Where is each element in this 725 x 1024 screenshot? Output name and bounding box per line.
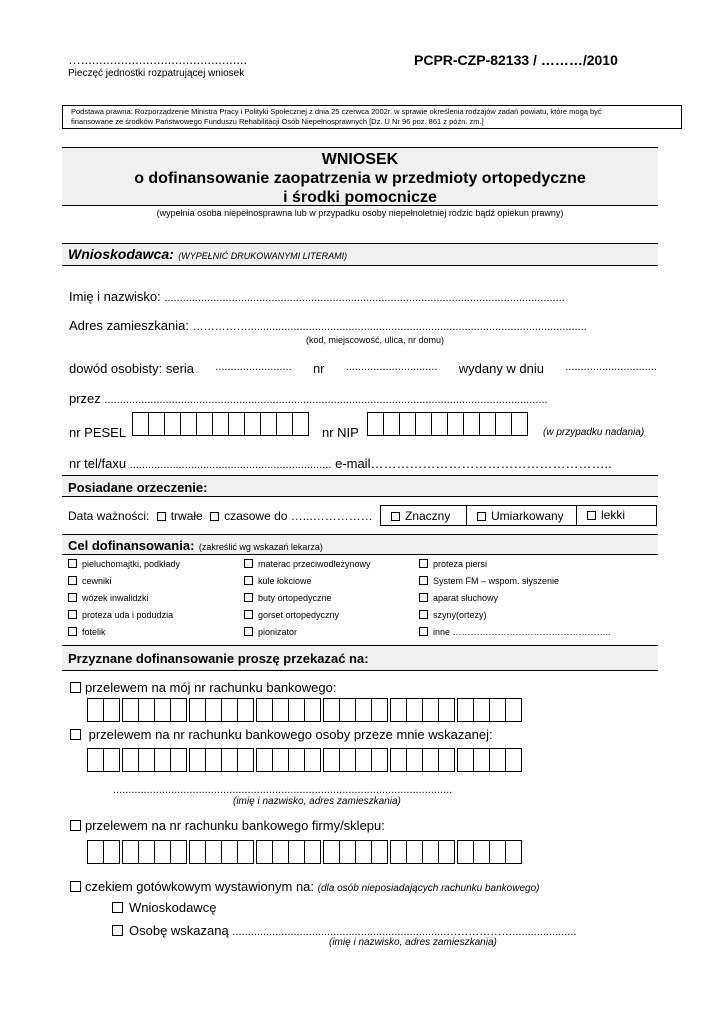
checkbox-icon[interactable]	[70, 729, 81, 740]
nip-cell[interactable]	[415, 412, 432, 436]
phone-field[interactable]: ..................................................................	[129, 459, 332, 471]
pesel-cell[interactable]	[244, 412, 261, 436]
own-account-grid[interactable]	[87, 698, 524, 722]
account-cell[interactable]	[103, 840, 120, 864]
account-cell[interactable]	[87, 840, 104, 864]
title-note: (wypełnia osoba niepełnosprawna lub w przypadku osoby niepełnoletniej rodzic bądź opiekun prawny)	[156, 208, 564, 218]
checkbox-icon[interactable]	[244, 593, 253, 602]
checkbox-icon[interactable]	[419, 576, 428, 585]
temporary-label: czasowe do	[224, 509, 288, 523]
page-title-line2: o dofinansowanie zaopatrzenia w przedmioty ortopedyczne	[134, 170, 586, 187]
id-issued-field[interactable]: ..............................	[565, 361, 657, 373]
temporary-option[interactable]	[210, 509, 287, 523]
account-cell[interactable]	[457, 698, 474, 722]
account-cell[interactable]	[288, 748, 305, 772]
purpose-label: System FM – wspom. słyszenie	[433, 576, 560, 586]
account-cell[interactable]	[256, 840, 273, 864]
company-account-label: przelewem na nr rachunku bankowego firmy/sklepu:	[85, 818, 385, 833]
purpose-option[interactable]	[68, 610, 173, 620]
nip-cell[interactable]	[447, 412, 464, 436]
checkbox-icon[interactable]	[419, 559, 428, 568]
account-cell[interactable]	[138, 698, 155, 722]
checkbox-icon[interactable]	[244, 559, 253, 568]
account-cell[interactable]	[205, 748, 222, 772]
account-cell[interactable]	[457, 748, 474, 772]
certificate-heading: Posiadane orzeczenie:	[68, 480, 208, 495]
purpose-label: cewniki	[82, 576, 112, 586]
nip-cell[interactable]	[383, 412, 400, 436]
legal-basis-line1: Podstawa prawna: Rozporządzenie Ministra Pracy i Polityki Społecznej z dnia 25 czerwca 2002r. w sprawie określenia rodzajów zadań powiatu, które mogą być	[71, 107, 602, 116]
account-cell[interactable]	[237, 748, 254, 772]
company-account-option[interactable]	[70, 818, 385, 833]
cheque-other-field[interactable]: ......................................................................……………….....................	[232, 926, 577, 938]
account-cell[interactable]	[406, 840, 423, 864]
account-cell[interactable]	[154, 840, 171, 864]
account-cell[interactable]	[272, 748, 289, 772]
purpose-label: pieluchomajtki, podkłady	[82, 559, 181, 569]
checkbox-icon[interactable]	[68, 627, 77, 636]
page-title: WNIOSEK	[321, 151, 399, 168]
case-number: PCPR-CZP-82133 / ………/2010	[414, 52, 618, 68]
pesel-cell[interactable]	[164, 412, 181, 436]
indicated-person-field[interactable]: ...............................................................................................................	[113, 784, 453, 796]
stamp-dots: …..............................................	[68, 52, 248, 67]
account-cell[interactable]	[154, 698, 171, 722]
purpose-label: proteza uda i podudzia	[82, 610, 174, 620]
account-cell[interactable]	[304, 698, 321, 722]
checkbox-icon[interactable]	[419, 610, 428, 619]
indicated-person-hint: (imię i nazwisko, adres zamieszkania)	[233, 796, 401, 807]
account-cell[interactable]	[87, 748, 104, 772]
permanent-option[interactable]	[157, 509, 203, 523]
indicated-account-grid[interactable]	[87, 748, 524, 772]
nip-label: nr NIP	[322, 425, 359, 440]
pesel-cell[interactable]	[212, 412, 229, 436]
purpose-label: aparat słuchowy	[433, 593, 499, 603]
account-cell[interactable]	[205, 698, 222, 722]
account-cell[interactable]	[422, 698, 439, 722]
purpose-heading: Cel dofinansowania:	[68, 538, 195, 553]
cheque-note: (dla osób nieposiadających rachunku bankowego)	[317, 883, 540, 894]
applicant-heading-band	[62, 243, 658, 266]
account-cell[interactable]	[489, 698, 506, 722]
checkbox-icon[interactable]	[70, 881, 81, 892]
purpose-label: materac przeciwodleżynowy	[258, 559, 371, 569]
purpose-option[interactable]	[68, 593, 149, 603]
id-row	[69, 361, 657, 376]
degree-significant-label: Znaczny	[405, 509, 451, 523]
own-account-option[interactable]	[70, 680, 336, 695]
pesel-cell[interactable]	[292, 412, 309, 436]
cheque-applicant-option[interactable]	[112, 900, 216, 915]
applicant-heading-note: (WYPEŁNIĆ DRUKOWANYMI LITERAMI)	[178, 251, 348, 261]
name-label: Imię i nazwisko:	[69, 289, 161, 304]
purpose-option[interactable]	[244, 610, 339, 620]
purpose-heading-note: (zakreślić wg wskazań lekarza)	[198, 542, 323, 552]
pesel-cell[interactable]	[148, 412, 165, 436]
account-cell[interactable]	[473, 748, 490, 772]
account-cell[interactable]	[122, 748, 139, 772]
purpose-option[interactable]	[244, 559, 371, 569]
account-cell[interactable]	[205, 840, 222, 864]
nip-cell[interactable]	[495, 412, 512, 436]
checkbox-icon[interactable]	[68, 576, 77, 585]
account-cell[interactable]	[390, 840, 407, 864]
account-cell[interactable]	[304, 748, 321, 772]
account-cell[interactable]	[489, 748, 506, 772]
email-label: e-mail	[335, 456, 371, 471]
account-cell[interactable]	[406, 698, 423, 722]
pesel-cell[interactable]	[228, 412, 245, 436]
purpose-heading-band	[62, 534, 658, 555]
company-account-grid[interactable]	[87, 840, 524, 864]
certificate-heading-band	[62, 475, 658, 497]
checkbox-icon[interactable]	[419, 627, 428, 636]
purpose-option[interactable]	[68, 559, 180, 569]
account-cell[interactable]	[473, 840, 490, 864]
account-cell[interactable]	[304, 840, 321, 864]
purpose-label: szyny(ortezy)	[433, 610, 487, 620]
purpose-option[interactable]	[244, 576, 312, 586]
purpose-label: buty ortopedyczne	[258, 593, 332, 603]
checkbox-icon[interactable]	[244, 627, 253, 636]
applicant-heading: Wnioskodawca:	[68, 246, 174, 262]
purpose-option[interactable]	[244, 593, 332, 603]
account-cell[interactable]	[339, 698, 356, 722]
id-label: dowód osobisty: seria	[69, 361, 195, 376]
account-cell[interactable]	[371, 698, 388, 722]
address-row[interactable]	[69, 318, 587, 333]
nip-cell[interactable]	[431, 412, 448, 436]
checkbox-icon[interactable]	[68, 593, 77, 602]
account-cell[interactable]	[489, 840, 506, 864]
account-cell[interactable]	[422, 748, 439, 772]
address-field[interactable]: ……………...............................................................................................................	[192, 321, 587, 333]
account-cell[interactable]	[189, 840, 206, 864]
purpose-label: proteza piersi	[433, 559, 488, 569]
checkbox-icon[interactable]	[68, 610, 77, 619]
account-cell[interactable]	[505, 698, 522, 722]
account-cell[interactable]	[170, 840, 187, 864]
degree-significant-option[interactable]	[381, 506, 467, 525]
transfer-heading-band	[62, 645, 658, 671]
pesel-cell[interactable]	[260, 412, 277, 436]
account-cell[interactable]	[138, 840, 155, 864]
account-cell[interactable]	[355, 698, 372, 722]
degree-moderate-label: Umiarkowany	[491, 509, 564, 523]
account-cell[interactable]	[221, 840, 238, 864]
degree-box	[380, 505, 657, 526]
checkbox-icon[interactable]	[210, 512, 219, 521]
stamp-label: Pieczęć jednostki rozpatrującej wniosek	[68, 68, 245, 79]
account-cell[interactable]	[288, 698, 305, 722]
pesel-cell[interactable]	[196, 412, 213, 436]
account-cell[interactable]	[87, 698, 104, 722]
purpose-option[interactable]	[68, 627, 106, 637]
indicated-account-option[interactable]	[70, 727, 493, 742]
cheque-label: czekiem gotówkowym wystawionym na:	[85, 879, 315, 894]
account-cell[interactable]	[288, 840, 305, 864]
account-cell[interactable]	[339, 748, 356, 772]
name-field[interactable]: ...................................................................................................................................	[164, 292, 565, 304]
own-account-label: przelewem na mój nr rachunku bankowego:	[85, 680, 337, 695]
legal-basis-line2: finansowane ze środków Państwowego Funduszu Rehabilitacji Osób Niepełnosprawnych [Dz. U Nr 96 poz. 861 z późn. zm.]	[71, 117, 484, 126]
account-cell[interactable]	[237, 698, 254, 722]
purpose-label: fotelik	[82, 627, 106, 637]
account-cell[interactable]	[339, 840, 356, 864]
indicated-account-label: przelewem na nr rachunku bankowego osoby przeze mnie wskazanej:	[88, 727, 493, 742]
nip-note: (w przypadku nadania)	[543, 427, 645, 438]
account-cell[interactable]	[438, 748, 455, 772]
purpose-option[interactable]	[419, 559, 487, 569]
account-cell[interactable]	[221, 698, 238, 722]
purpose-option[interactable]	[419, 576, 559, 586]
checkbox-icon[interactable]	[157, 512, 166, 521]
transfer-heading: Przyznane dofinansowanie proszę przekazać na:	[68, 651, 369, 666]
checkbox-icon[interactable]	[587, 511, 596, 520]
purpose-label: gorset ortopedyczny	[258, 610, 340, 620]
checkbox-icon[interactable]	[70, 682, 81, 693]
temporary-date-field[interactable]: …...……………	[290, 509, 373, 523]
account-cell[interactable]	[323, 840, 340, 864]
account-cell[interactable]	[221, 748, 238, 772]
account-cell[interactable]	[438, 840, 455, 864]
permanent-label: trwałe	[170, 509, 203, 523]
nip-cell[interactable]	[367, 412, 384, 436]
account-cell[interactable]	[272, 698, 289, 722]
account-cell[interactable]	[122, 840, 139, 864]
issuer-field[interactable]: .................................................................................................................................................	[104, 394, 548, 406]
address-hint: (kod, miejscowość, ulica, nr domu)	[306, 335, 445, 345]
account-cell[interactable]	[103, 748, 120, 772]
title-band	[62, 147, 658, 206]
cheque-applicant-label: Wnioskodawcę	[129, 900, 217, 915]
account-cell[interactable]	[189, 748, 206, 772]
account-cell[interactable]	[170, 748, 187, 772]
checkbox-icon[interactable]	[419, 593, 428, 602]
purpose-option[interactable]	[68, 576, 112, 586]
purpose-option[interactable]	[419, 627, 611, 637]
validity-label: Data ważności:	[68, 509, 150, 523]
account-cell[interactable]	[189, 698, 206, 722]
account-cell[interactable]	[256, 748, 273, 772]
checkbox-icon[interactable]	[477, 512, 486, 521]
nip-grid[interactable]	[367, 412, 527, 436]
id-nr-label: nr	[312, 361, 325, 376]
purpose-label: pionizator	[258, 627, 298, 637]
purpose-label: inne ……………………………………………..	[433, 627, 611, 637]
account-cell[interactable]	[256, 698, 273, 722]
account-cell[interactable]	[355, 748, 372, 772]
contact-row	[69, 456, 612, 471]
account-cell[interactable]	[371, 840, 388, 864]
account-cell[interactable]	[122, 698, 139, 722]
account-cell[interactable]	[371, 748, 388, 772]
account-cell[interactable]	[170, 698, 187, 722]
account-cell[interactable]	[272, 840, 289, 864]
address-label: Adres zamieszkania:	[69, 318, 189, 333]
account-cell[interactable]	[138, 748, 155, 772]
account-cell[interactable]	[103, 698, 120, 722]
purpose-label: wózek inwalidzki	[82, 593, 149, 603]
cheque-option[interactable]	[70, 879, 539, 894]
pesel-cell[interactable]	[276, 412, 293, 436]
checkbox-icon[interactable]	[70, 820, 81, 831]
id-nr-field[interactable]: ..............................	[345, 361, 438, 373]
checkbox-icon[interactable]	[391, 512, 400, 521]
nip-cell[interactable]	[463, 412, 480, 436]
account-cell[interactable]	[422, 840, 439, 864]
degree-moderate-option[interactable]	[467, 506, 577, 525]
pesel-cell[interactable]	[180, 412, 197, 436]
account-cell[interactable]	[355, 840, 372, 864]
pesel-grid[interactable]	[132, 412, 308, 436]
phone-label: nr tel/faxu	[69, 456, 127, 471]
account-cell[interactable]	[457, 840, 474, 864]
validity-row	[68, 509, 373, 523]
account-cell[interactable]	[237, 840, 254, 864]
issuer-label: przez	[69, 391, 101, 406]
cheque-other-option[interactable]	[112, 923, 576, 938]
nip-cell[interactable]	[479, 412, 496, 436]
email-field[interactable]: ………………………………………………..	[370, 456, 612, 471]
checkbox-icon[interactable]	[112, 902, 123, 913]
checkbox-icon[interactable]	[112, 925, 123, 936]
checkbox-icon[interactable]	[244, 576, 253, 585]
degree-light-option[interactable]	[577, 506, 656, 525]
account-cell[interactable]	[505, 748, 522, 772]
cheque-other-label: Osobę wskazaną	[129, 923, 229, 938]
purpose-option[interactable]	[244, 627, 297, 637]
nip-cell[interactable]	[399, 412, 416, 436]
account-cell[interactable]	[390, 698, 407, 722]
cheque-other-hint: (imię i nazwisko, adres zamieszkania)	[329, 937, 497, 948]
nip-cell[interactable]	[511, 412, 528, 436]
page-title-line3: i środki pomocnicze	[283, 189, 437, 206]
pesel-cell[interactable]	[132, 412, 149, 436]
account-cell[interactable]	[154, 748, 171, 772]
account-cell[interactable]	[323, 698, 340, 722]
checkbox-icon[interactable]	[244, 610, 253, 619]
legal-basis-box	[62, 105, 682, 129]
account-cell[interactable]	[406, 748, 423, 772]
account-cell[interactable]	[505, 840, 522, 864]
purpose-option[interactable]	[419, 593, 498, 603]
id-issued-label: wydany w dniu	[458, 361, 545, 376]
account-cell[interactable]	[473, 698, 490, 722]
id-series-field[interactable]: .........................	[215, 361, 292, 373]
name-row[interactable]	[69, 289, 565, 304]
account-cell[interactable]	[323, 748, 340, 772]
account-cell[interactable]	[390, 748, 407, 772]
checkbox-icon[interactable]	[68, 559, 77, 568]
purpose-label: kule łokciowe	[258, 576, 312, 586]
account-cell[interactable]	[438, 698, 455, 722]
purpose-option[interactable]	[419, 610, 487, 620]
degree-light-label: lekki	[601, 508, 626, 522]
pesel-label: nr PESEL	[69, 425, 127, 440]
issuer-row	[69, 391, 548, 406]
